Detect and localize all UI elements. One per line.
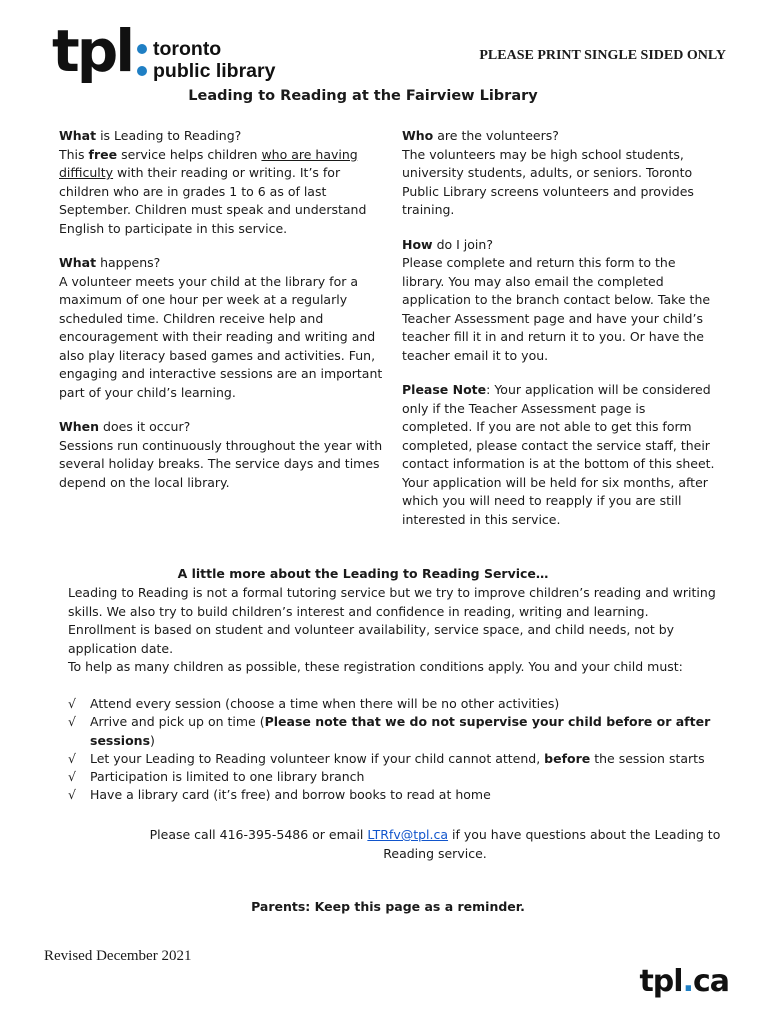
check-icon: √ — [68, 750, 76, 766]
item3-text-c: the session starts — [590, 750, 705, 766]
how-section — [402, 236, 718, 366]
list-item — [68, 768, 718, 786]
who-section — [402, 127, 718, 220]
how-q-bold: How — [402, 236, 433, 252]
footer-logo-dot: . — [682, 964, 693, 999]
revised-date: Revised December 2021 — [44, 948, 192, 964]
item3-text-bold: before — [544, 750, 591, 766]
when-q-rest: does it occur? — [99, 419, 191, 434]
tpl-logo-wordmark — [137, 38, 275, 82]
logo-line-2: public library — [153, 60, 276, 82]
what-is-q-rest: is Leading to Reading? — [96, 128, 242, 143]
list-item-text — [90, 750, 705, 768]
list-item-text: Attend every session (choose a time when there will be no other activities) — [90, 696, 560, 711]
item3-text-a: Let your Leading to Reading volunteer know if your child cannot attend, — [90, 750, 545, 766]
item2-text-c: ) — [150, 732, 155, 748]
note-label: Please Note — [402, 382, 487, 397]
who-q-rest: are the volunteers? — [433, 128, 559, 143]
right-column — [402, 127, 718, 545]
when-body: Sessions run continuously throughout the year with several holiday breaks. The service days and times depend on the local library. — [59, 437, 383, 490]
footer-logo-b: ca — [692, 964, 729, 999]
list-item — [68, 695, 718, 713]
check-icon: √ — [68, 696, 76, 711]
what-happens-body: A volunteer meets your child at the library for a maximum of one hour per week at a regularly scheduled time. Children receive help and encouragement with their reading and writing and also play literacy based games and activities. Fun, engaging and interactive sessions are an important part of your child’s learning. — [59, 273, 383, 400]
what-is-underlined: who are having difficulty — [59, 146, 358, 180]
tpl-logo-mark: tpl — [52, 17, 133, 85]
what-is-section — [59, 127, 383, 238]
more-paragraph-1: Leading to Reading is not a formal tutoring service but we try to improve children’s reading and writing skills. We also try to build children’s interest and confidence in reading, writing and learning. Enrollment is based on student and volunteer availability, service space, and child needs, not by application date. — [68, 585, 716, 656]
contact-text-post: if you have questions about the Leading to Reading service. — [383, 827, 721, 861]
list-item-text — [90, 713, 718, 750]
contact-info — [140, 825, 730, 863]
list-item — [68, 713, 718, 750]
what-is-q-bold: What — [59, 128, 97, 143]
parents-reminder: Parents: Keep this page as a reminder. — [251, 899, 525, 914]
how-q-rest: do I join? — [432, 236, 493, 252]
list-item-text: Have a library card (it’s free) and borrow books to read at home — [90, 787, 491, 803]
what-is-text-1: This — [59, 146, 89, 162]
list-item-text: Participation is limited to one library branch — [90, 769, 365, 785]
what-happens-q-rest: happens? — [96, 255, 161, 270]
who-body: The volunteers may be high school students, university students, adults, or seniors. Toronto Public Library screens volunteers and provides training. — [402, 146, 694, 217]
what-happens-section — [59, 254, 383, 402]
footer-logo-a: tpl — [639, 964, 683, 999]
logo-dot-icon — [137, 66, 147, 76]
contact-text-pre: Please call 416-395-5486 or email — [149, 827, 368, 842]
what-happens-q-bold: What — [59, 255, 97, 270]
note-body: : Your application will be considered only if the Teacher Assessment page is completed. If you are not able to get this form completed, please contact the service staff, their contact information is at the bottom of this sheet. Your application will be held for six months, after which you will need to reapply if you are still interested in this service. — [402, 382, 715, 527]
check-icon: √ — [68, 714, 76, 730]
more-heading: A little more about the Leading to Reading Service… — [177, 566, 549, 581]
check-icon: √ — [68, 769, 76, 785]
who-q-bold: Who — [402, 128, 434, 143]
list-item — [68, 786, 718, 804]
logo-dot-icon — [137, 44, 147, 54]
item2-text-a: Arrive and pick up on time ( — [90, 714, 265, 730]
page-title: Leading to Reading at the Fairview Library — [188, 88, 538, 104]
note-section — [402, 381, 718, 529]
footer-logo — [639, 964, 729, 999]
what-is-text-3: with their reading or writing. It’s for children who are in grades 1 to 6 as of last September. Children must speak and understand English to participate in this service. — [59, 165, 367, 236]
what-is-text-2: service helps children — [117, 146, 262, 162]
print-instruction: PLEASE PRINT SINGLE SIDED ONLY — [479, 48, 726, 63]
how-body: Please complete and return this form to the library. You may also email the completed application to the branch contact below. Take the Teacher Assessment page and have your child’s teacher fill it in and return it to you. Or have the teacher email it to you. — [402, 255, 711, 363]
more-paragraph-2: To help as many children as possible, these registration conditions apply. You and your child must: — [68, 659, 683, 674]
check-icon: √ — [68, 787, 76, 803]
left-column — [59, 127, 383, 508]
item2-text-bold: Please note that we do not supervise your child before or after sessions — [90, 714, 711, 748]
when-q-bold: When — [59, 419, 100, 434]
list-item — [68, 750, 718, 768]
conditions-list — [68, 695, 718, 805]
what-is-free: free — [88, 146, 118, 162]
email-link[interactable]: LTRfv@tpl.ca — [367, 827, 449, 842]
when-section — [59, 418, 383, 492]
logo-line-1: toronto — [153, 38, 222, 60]
